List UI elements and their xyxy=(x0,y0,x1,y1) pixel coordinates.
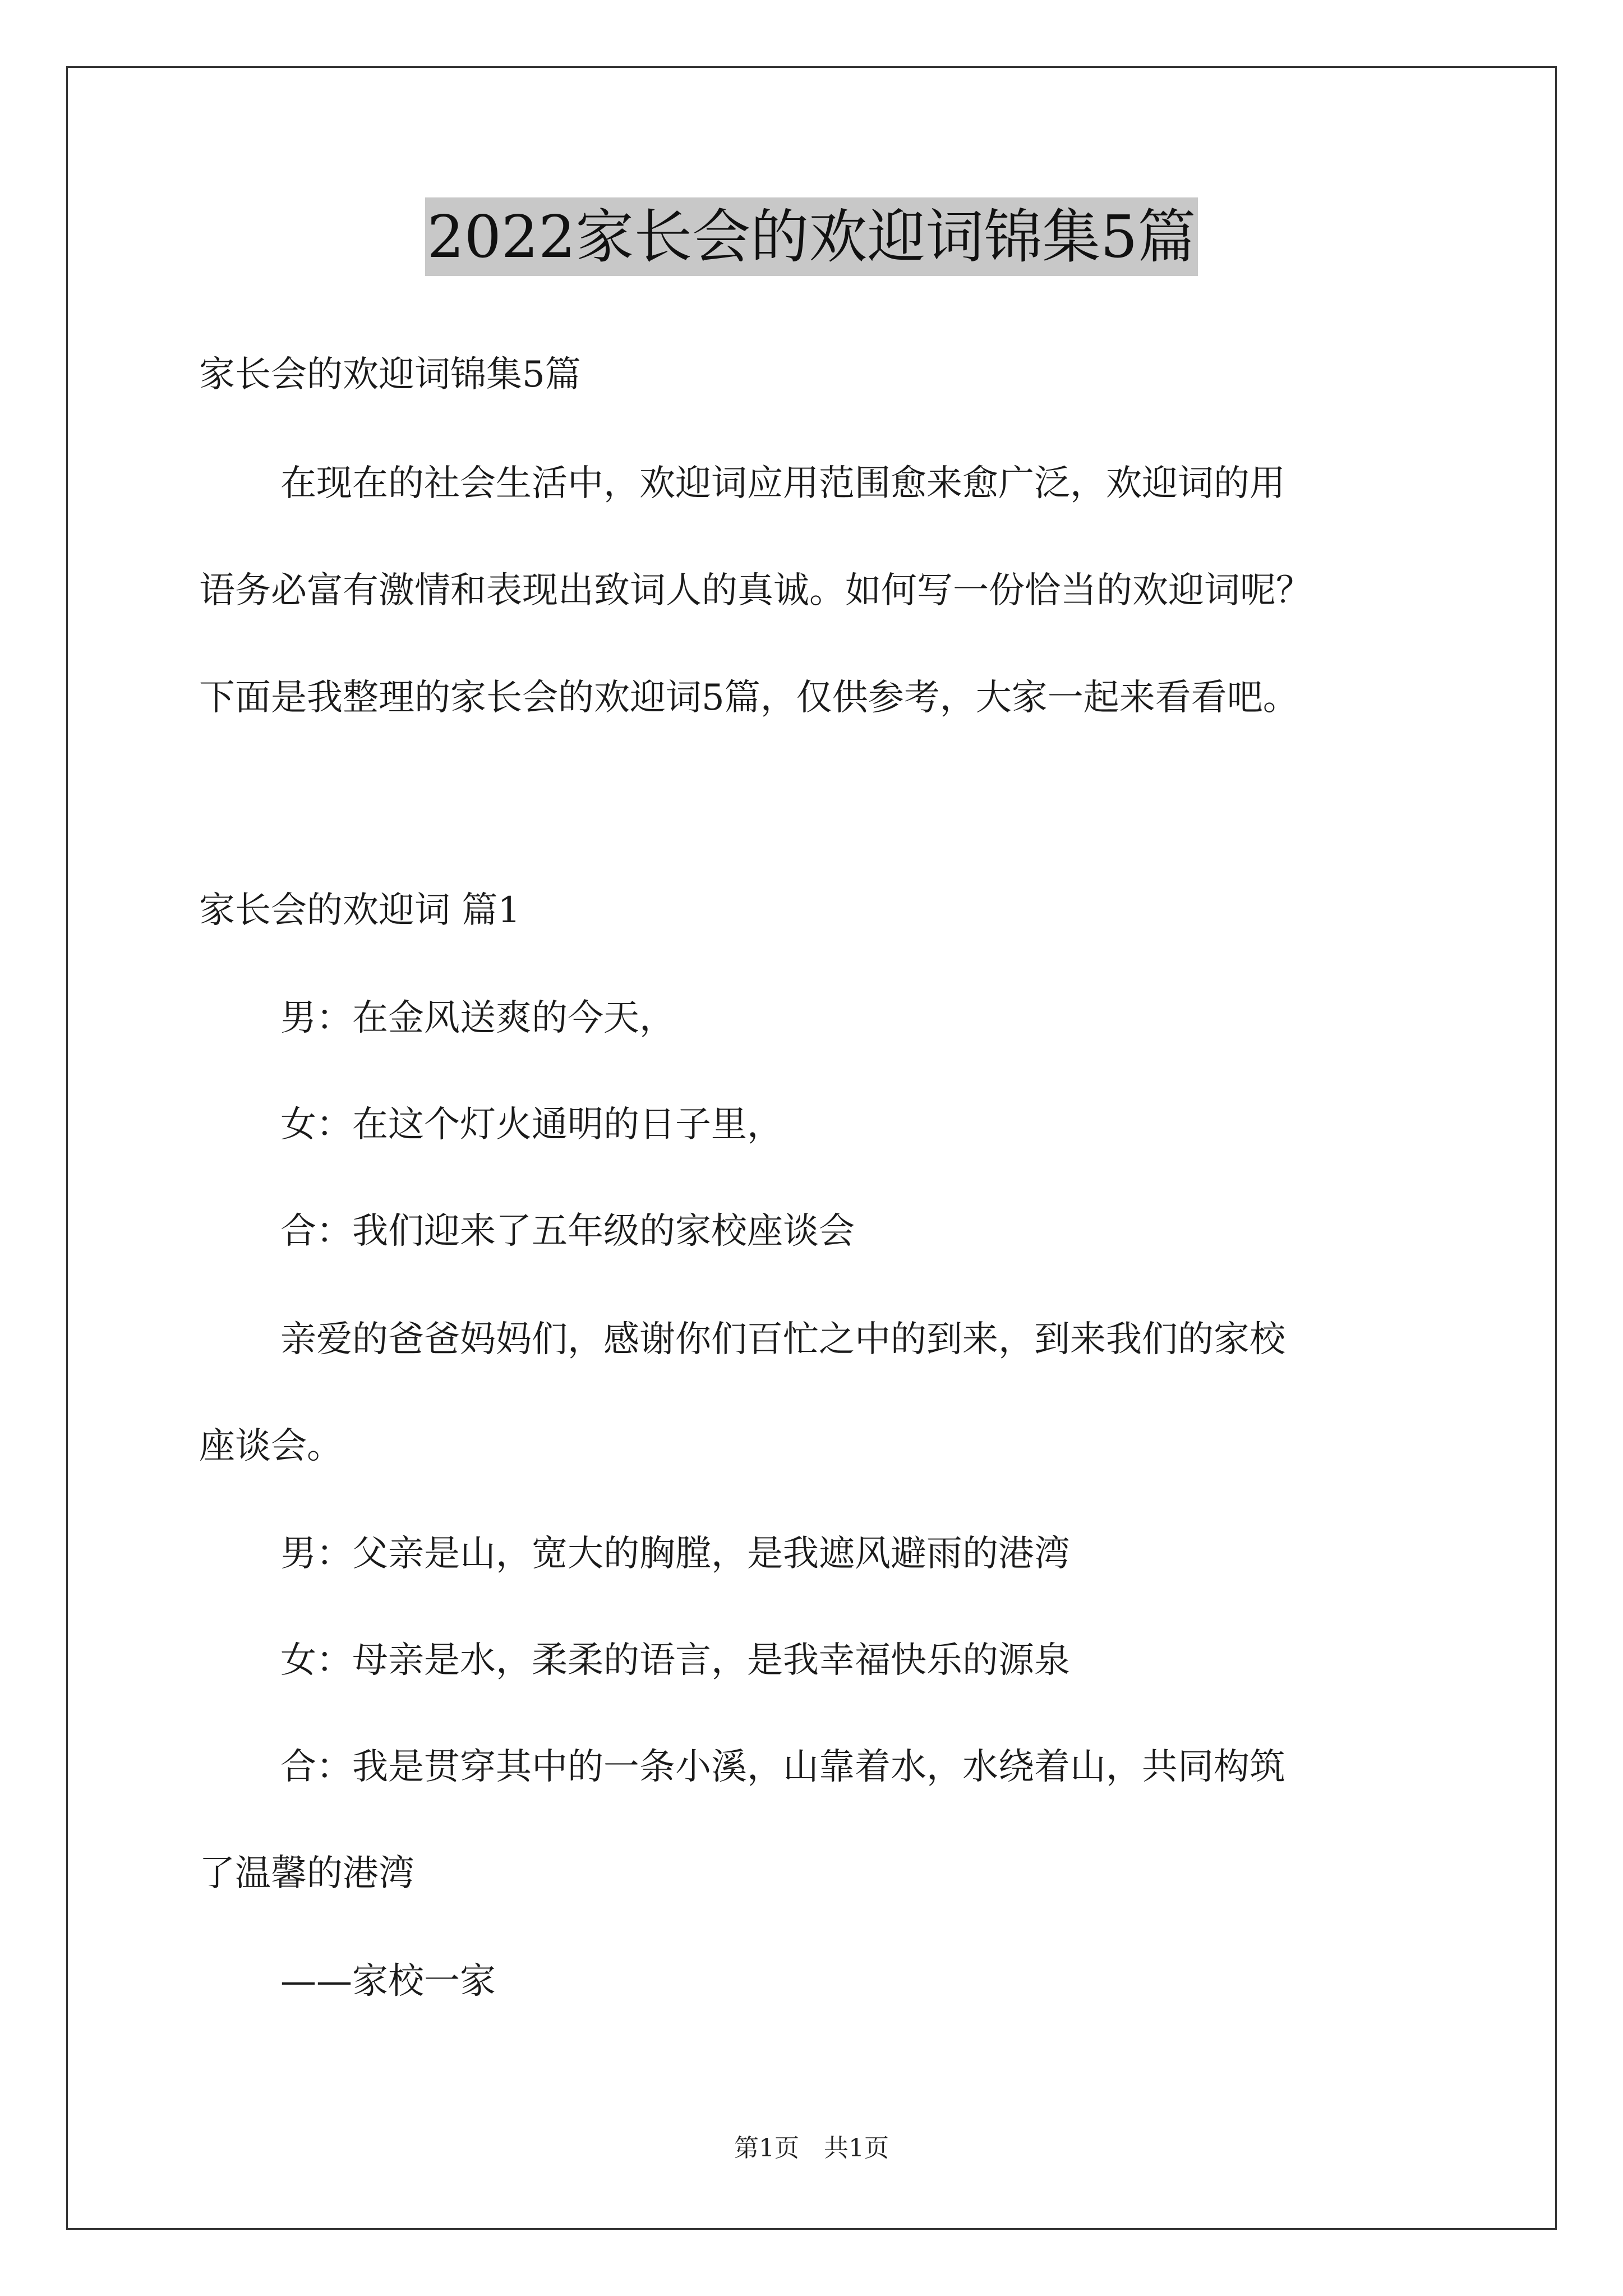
intro-line-1: 在现在的社会生活中，欢迎词应用范围愈来愈广泛，欢迎词的用 xyxy=(280,463,1285,504)
body-line-6: 男：父亲是山，宽大的胸膛，是我遮风避雨的港湾 xyxy=(280,1533,1070,1575)
intro-line-3: 下面是我整理的家长会的欢迎词5篇，仅供参考，大家一起来看看吧。 xyxy=(199,677,1299,719)
body-line-7: 女：母亲是水，柔柔的语言，是我幸福快乐的源泉 xyxy=(280,1640,1070,1681)
title-container xyxy=(0,197,1623,276)
page-footer: 第1页 共1页 xyxy=(734,2134,889,2162)
body-line-1: 男：在金风送爽的今天， xyxy=(280,997,675,1039)
document-subtitle: 家长会的欢迎词锦集5篇 xyxy=(199,354,581,395)
body-line-4: 亲爱的爸爸妈妈们，感谢你们百忙之中的到来，到来我们的家校 xyxy=(280,1319,1285,1360)
document-title: 2022家长会的欢迎词锦集5篇 xyxy=(425,197,1198,276)
body-line-3: 合：我们迎来了五年级的家校座谈会 xyxy=(280,1211,855,1252)
section-heading: 家长会的欢迎词 篇1 xyxy=(199,890,521,931)
intro-line-2: 语务必富有激情和表现出致词人的真诚。如何写一份恰当的欢迎词呢？ xyxy=(199,570,1312,611)
body-line-5: 座谈会。 xyxy=(199,1425,343,1467)
body-line-9: 了温馨的港湾 xyxy=(199,1853,414,1894)
body-line-2: 女：在这个灯火通明的日子里， xyxy=(280,1104,783,1145)
body-line-8: 合：我是贯穿其中的一条小溪，山靠着水，水绕着山，共同构筑 xyxy=(280,1746,1285,1788)
body-line-10: ——家校一家 xyxy=(280,1961,496,2002)
